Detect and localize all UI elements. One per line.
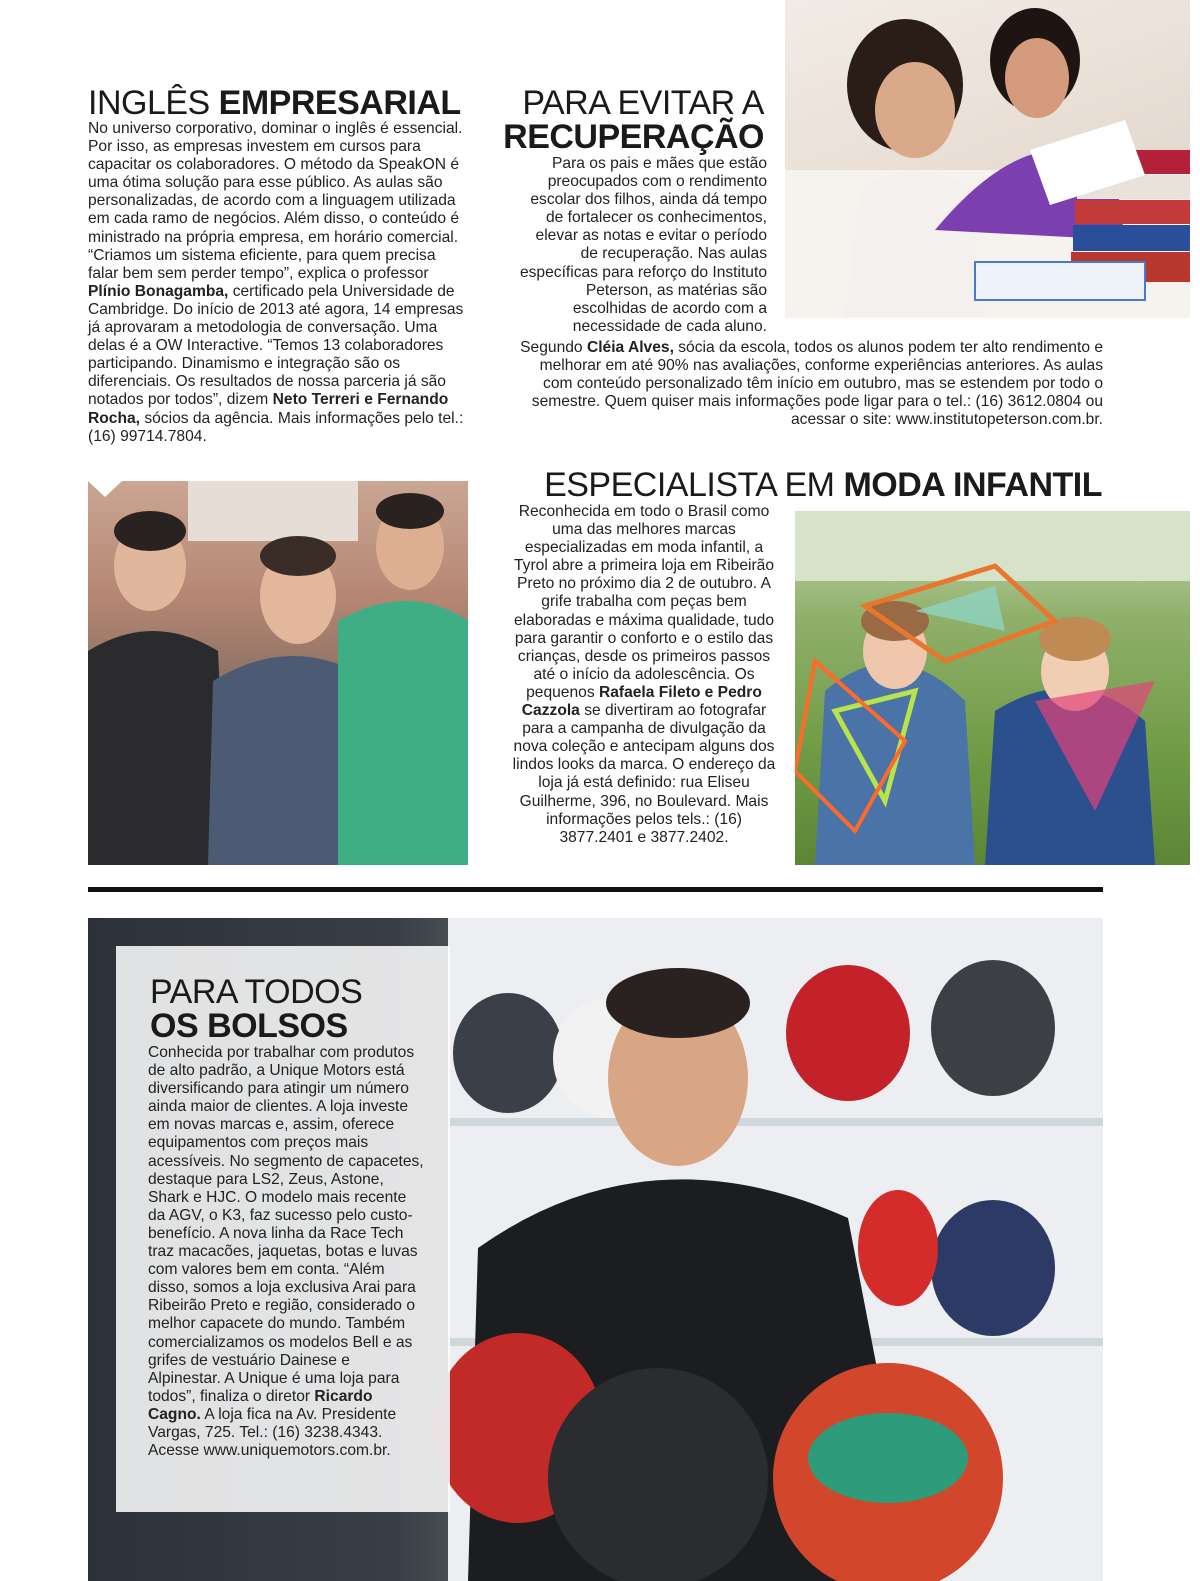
moda-paragraph <box>508 503 780 847</box>
recuperacao-title-bold: RECUPERAÇÃO <box>503 118 764 156</box>
section-divider <box>88 887 1103 892</box>
recuperacao-paragraph-2 <box>510 339 1103 429</box>
moda-name-kids: Rafaela Fileto e Pedro Cazzola <box>521 683 762 720</box>
recuperacao-paragraph-1: Para os pais e mães que estão preocupados com o rendimento escolar dos filhos, ainda dá tempo de fortalecer os conhecimentos, elevar as notas e evitar o período de recuperação. Nas aulas específicas para reforço do Instituto Peterson, as matérias são escolhidas de acordo com a necessidade de cada aluno. <box>519 155 767 335</box>
photo-girls-studying <box>785 0 1190 318</box>
bolsos-text-2: A loja fica na Av. Presidente Vargas, 725. Tel.: (16) 3238.4343. Acesse www.uniquemotors.com.br. <box>148 1405 397 1460</box>
recuperacao-name-cleia: Cléia Alves, <box>586 339 674 356</box>
ingles-paragraph <box>88 120 470 446</box>
bolsos-text-1: Conhecida por trabalhar com produtos de alto padrão, a Unique Motors está diversificando para atingir um número ainda maior de clientes. A loja investe em novas marcas e, assim, oferece equipamentos com preços mais acessíveis. No segmento de capacetes, destaque para LS2, Zeus, Astone, Shark e HJC. O modelo mais recente da AGV, o K3, faz sucesso pelo custo-benefício. A nova linha da Race Tech traz macacões, jaquetas, botas e luvas com valores bem em conta. “Além disso, somos a loja exclusiva Arai para Ribeirão Preto e região, considerado o melhor capacete do mundo. Também comercializamos os modelos Bell e as grifes de vestuário Dainese e Alpinestar. A Unique é uma loja para todos”, finaliza o diretor <box>148 1044 424 1405</box>
bolsos-headline-line1 <box>150 975 362 1009</box>
moda-title-light: ESPECIALISTA EM <box>544 466 835 504</box>
moda-text-2: se divertiram ao fotografar para a campanha de divulgação da nova coleção e antecipam alguns dos lindos looks da marca. O endereço da loja já está definido: rua Eliseu Guilherme, 396, no Boulevard. Mais informações pelos tels.: (16) 3877.2401 e 3877.2402. <box>512 702 776 846</box>
recuperacao-headline-line1 <box>522 86 764 120</box>
ingles-text-2: certificado pela Universidade de Cambridge. Do início de 2013 até agora, 14 empresas já aprovaram a metodologia de conversação. Uma delas é a OW Interactive. “Temos 13 colaboradores participando. Dinamismo e integração são os diferenciais. Os resultados de nossa parceria já são notados por todos”, dizem <box>88 282 464 409</box>
bolsos-paragraph <box>148 1044 426 1460</box>
bolsos-headline-line2 <box>150 1009 348 1043</box>
bolsos-title-bold: OS BOLSOS <box>150 1007 348 1045</box>
bolsos-body <box>148 1044 426 1460</box>
bolsos-name-ricardo: Ricardo Cagno. <box>148 1387 373 1423</box>
ingles-name-plinio: Plínio Bonagamba, <box>88 282 229 300</box>
recuperacao-text-2b: sócia da escola, todos os alunos podem ter alto rendimento e melhorar em até 90% nas avaliações, conforme experiências anteriores. As aulas com conteúdo personalizado têm início em outubro, mas se estendem por todo o semestre. Quem quiser mais informações pode ligar para o tel.: (16) 3612.0804 ou acessar o site: www.institutopeterson.com.br. <box>531 339 1103 429</box>
moda-title-bold: MODA INFANTIL <box>843 466 1102 504</box>
recuperacao-title-light: PARA EVITAR A <box>522 84 764 122</box>
ingles-body <box>88 120 470 446</box>
ingles-title-light: INGLÊS <box>88 84 210 122</box>
moda-body <box>508 503 780 847</box>
ingles-name-partners: Neto Terreri e Fernando Rocha, <box>88 391 449 427</box>
ingles-title-bold: EMPRESARIAL <box>218 84 461 122</box>
ingles-headline <box>88 86 461 120</box>
photo-kids-kite <box>795 511 1190 865</box>
photo-partners <box>88 481 468 865</box>
recuperacao-headline-line2 <box>503 120 764 154</box>
bolsos-title-light: PARA TODOS <box>150 973 363 1011</box>
moda-headline <box>544 468 1102 502</box>
moda-text-1: Reconhecida em todo o Brasil como uma das melhores marcas especializadas em moda infantil, a Tyrol abre a primeira loja em Ribeirão Preto no próximo dia 2 de outubro. A grife trabalha com peças bem elaboradas e máxima qualidade, tudo para garantir o conforto e o estilo das crianças, desde os primeiros passos até o início da adolescência. Os pequenos <box>513 503 775 701</box>
recuperacao-text-2a: Segundo <box>520 339 587 356</box>
recuperacao-body-2 <box>510 339 1103 429</box>
ingles-text-1: No universo corporativo, dominar o inglês é essencial. Por isso, as empresas investem em cursos para capacitar os colaboradores. O método da SpeakON é uma ótima solução para esse público. As aulas são personalizadas, de acordo com a linguagem utilizada em cada ramo de negócios. Além disso, o conteúdo é ministrado na própria empresa, em horário comercial. “Criamos um sistema eficiente, para quem precisa falar bem sem perder tempo”, explica o professor <box>88 120 463 282</box>
recuperacao-body-1 <box>516 155 767 336</box>
ingles-text-3: sócios da agência. Mais informações pelo tel.: (16) 99714.7804. <box>88 409 464 445</box>
